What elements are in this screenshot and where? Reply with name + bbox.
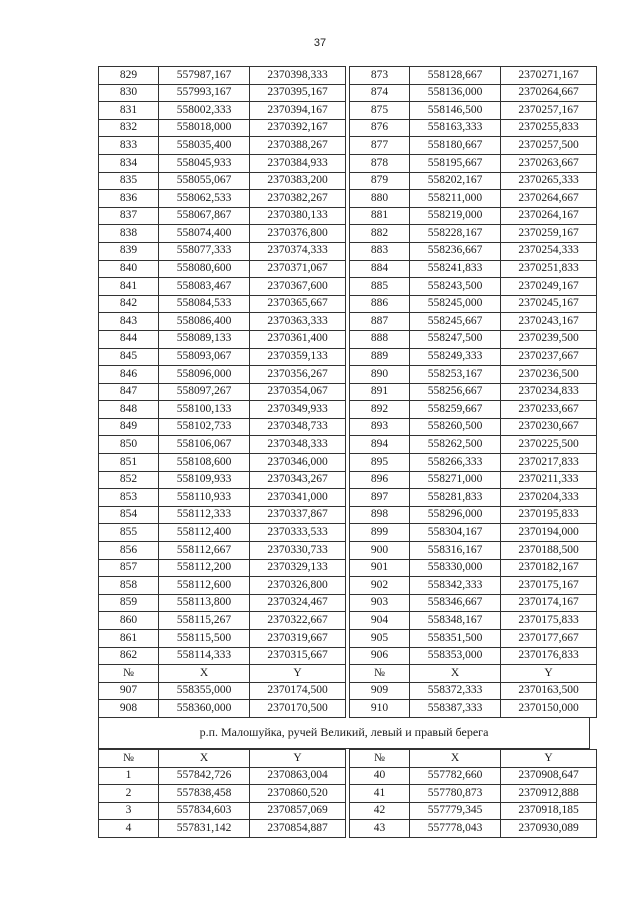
y-coordinate-cell: 2370341,000 [250,489,346,507]
x-coordinate-cell: 558228,167 [410,225,501,243]
point-number-cell: 877 [350,137,410,155]
y-coordinate-cell: 2370374,333 [250,242,346,260]
coordinates-tables [98,66,590,838]
y-coordinate-cell: 2370257,500 [501,137,597,155]
x-coordinate-cell: 558062,533 [159,190,250,208]
point-number-cell: 907 [99,682,159,700]
x-coordinate-cell: 558163,333 [410,119,501,137]
header-x: X [159,665,250,683]
y-coordinate-cell: 2370322,667 [250,612,346,630]
y-coordinate-cell: 2370860,520 [250,785,346,803]
y-coordinate-cell: 2370918,185 [501,802,597,820]
point-number-cell: 841 [99,278,159,296]
point-number-cell: 830 [99,84,159,102]
lower-coordinates-table [98,749,597,838]
point-number-cell: 881 [350,207,410,225]
x-coordinate-cell: 558351,500 [410,630,501,648]
table-row [99,67,597,85]
point-number-cell: 861 [99,630,159,648]
y-coordinate-cell: 2370264,667 [501,84,597,102]
y-coordinate-cell: 2370392,167 [250,119,346,137]
point-number-cell: 879 [350,172,410,190]
x-coordinate-cell: 558245,667 [410,313,501,331]
x-coordinate-cell: 558102,733 [159,418,250,436]
x-coordinate-cell: 558115,500 [159,630,250,648]
y-coordinate-cell: 2370908,647 [501,767,597,785]
upper-coordinates-table [98,66,597,718]
y-coordinate-cell: 2370367,600 [250,278,346,296]
x-coordinate-cell: 558342,333 [410,577,501,595]
x-coordinate-cell: 557842,726 [159,767,250,785]
x-coordinate-cell: 558097,267 [159,383,250,401]
table-row [99,489,597,507]
section-caption: р.п. Малошуйка, ручей Великий, левый и правый берега [98,718,590,749]
point-number-cell: 40 [350,767,410,785]
x-coordinate-cell: 558045,933 [159,154,250,172]
y-coordinate-cell: 2370329,133 [250,559,346,577]
header-y: Y [501,749,597,767]
y-coordinate-cell: 2370359,133 [250,348,346,366]
header-number: № [350,749,410,767]
point-number-cell: 855 [99,524,159,542]
header-number: № [99,665,159,683]
y-coordinate-cell: 2370854,887 [250,820,346,838]
x-coordinate-cell: 558330,000 [410,559,501,577]
table-row [99,260,597,278]
point-number-cell: 836 [99,190,159,208]
y-coordinate-cell: 2370195,833 [501,506,597,524]
y-coordinate-cell: 2370175,167 [501,577,597,595]
point-number-cell: 842 [99,295,159,313]
y-coordinate-cell: 2370326,800 [250,577,346,595]
y-coordinate-cell: 2370863,004 [250,767,346,785]
x-coordinate-cell: 558106,067 [159,436,250,454]
y-coordinate-cell: 2370204,333 [501,489,597,507]
point-number-cell: 42 [350,802,410,820]
y-coordinate-cell: 2370254,333 [501,242,597,260]
x-coordinate-cell: 558136,000 [410,84,501,102]
y-coordinate-cell: 2370245,167 [501,295,597,313]
x-coordinate-cell: 558089,133 [159,330,250,348]
point-number-cell: 874 [350,84,410,102]
x-coordinate-cell: 558100,133 [159,401,250,419]
y-coordinate-cell: 2370356,267 [250,366,346,384]
point-number-cell: 900 [350,542,410,560]
table-row [99,330,597,348]
x-coordinate-cell: 558253,167 [410,366,501,384]
x-coordinate-cell: 558112,667 [159,542,250,560]
point-number-cell: 862 [99,647,159,665]
table-row [99,506,597,524]
point-number-cell: 832 [99,119,159,137]
y-coordinate-cell: 2370237,667 [501,348,597,366]
x-coordinate-cell: 558018,000 [159,119,250,137]
y-coordinate-cell: 2370380,133 [250,207,346,225]
table-row [99,767,597,785]
point-number-cell: 859 [99,594,159,612]
point-number-cell: 891 [350,383,410,401]
page-number: 37 [313,37,327,49]
point-number-cell: 831 [99,102,159,120]
x-coordinate-cell: 558316,167 [410,542,501,560]
table-row [99,559,597,577]
x-coordinate-cell: 558002,333 [159,102,250,120]
y-coordinate-cell: 2370257,167 [501,102,597,120]
y-coordinate-cell: 2370319,667 [250,630,346,648]
y-coordinate-cell: 2370346,000 [250,454,346,472]
table-row [99,242,597,260]
point-number-cell: 851 [99,454,159,472]
x-coordinate-cell: 558243,500 [410,278,501,296]
point-number-cell: 886 [350,295,410,313]
y-coordinate-cell: 2370930,089 [501,820,597,838]
table-row [99,207,597,225]
y-coordinate-cell: 2370174,167 [501,594,597,612]
x-coordinate-cell: 558080,600 [159,260,250,278]
y-coordinate-cell: 2370376,800 [250,225,346,243]
x-coordinate-cell: 558113,800 [159,594,250,612]
x-coordinate-cell: 557993,167 [159,84,250,102]
x-coordinate-cell: 558077,333 [159,242,250,260]
table-row [99,436,597,454]
y-coordinate-cell: 2370174,500 [250,682,346,700]
y-coordinate-cell: 2370265,333 [501,172,597,190]
x-coordinate-cell: 557778,043 [410,820,501,838]
point-number-cell: 897 [350,489,410,507]
point-number-cell: 875 [350,102,410,120]
point-number-cell: 880 [350,190,410,208]
header-x: X [410,665,501,683]
point-number-cell: 878 [350,154,410,172]
point-number-cell: 884 [350,260,410,278]
x-coordinate-cell: 558355,000 [159,682,250,700]
point-number-cell: 910 [350,700,410,718]
x-coordinate-cell: 558262,500 [410,436,501,454]
table-row [99,647,597,665]
y-coordinate-cell: 2370236,500 [501,366,597,384]
point-number-cell: 854 [99,506,159,524]
y-coordinate-cell: 2370211,333 [501,471,597,489]
y-coordinate-cell: 2370264,167 [501,207,597,225]
point-number-cell: 1 [99,767,159,785]
x-coordinate-cell: 558115,267 [159,612,250,630]
x-coordinate-cell: 558112,333 [159,506,250,524]
y-coordinate-cell: 2370365,667 [250,295,346,313]
y-coordinate-cell: 2370251,833 [501,260,597,278]
point-number-cell: 901 [350,559,410,577]
y-coordinate-cell: 2370239,500 [501,330,597,348]
x-coordinate-cell: 558266,333 [410,454,501,472]
table-row [99,278,597,296]
table-row [99,102,597,120]
table-row [99,594,597,612]
point-number-cell: 839 [99,242,159,260]
y-coordinate-cell: 2370233,667 [501,401,597,419]
header-number: № [350,665,410,683]
x-coordinate-cell: 558219,000 [410,207,501,225]
table-row [99,820,597,838]
y-coordinate-cell: 2370217,833 [501,454,597,472]
point-number-cell: 908 [99,700,159,718]
y-coordinate-cell: 2370194,000 [501,524,597,542]
point-number-cell: 844 [99,330,159,348]
table-row [99,700,597,718]
table-row [99,119,597,137]
point-number-cell: 902 [350,577,410,595]
header-y: Y [250,749,346,767]
point-number-cell: 850 [99,436,159,454]
table-row [99,84,597,102]
x-coordinate-cell: 558146,500 [410,102,501,120]
header-y: Y [501,665,597,683]
point-number-cell: 2 [99,785,159,803]
point-number-cell: 873 [350,67,410,85]
x-coordinate-cell: 557831,142 [159,820,250,838]
x-coordinate-cell: 558074,400 [159,225,250,243]
point-number-cell: 833 [99,137,159,155]
point-number-cell: 843 [99,313,159,331]
x-coordinate-cell: 558348,167 [410,612,501,630]
y-coordinate-cell: 2370371,067 [250,260,346,278]
table-row [99,630,597,648]
point-number-cell: 892 [350,401,410,419]
table-row [99,383,597,401]
y-coordinate-cell: 2370176,833 [501,647,597,665]
table-header-row [99,749,597,767]
x-coordinate-cell: 557780,873 [410,785,501,803]
table-row [99,172,597,190]
y-coordinate-cell: 2370395,167 [250,84,346,102]
x-coordinate-cell: 558112,200 [159,559,250,577]
point-number-cell: 834 [99,154,159,172]
point-number-cell: 858 [99,577,159,595]
x-coordinate-cell: 557779,345 [410,802,501,820]
x-coordinate-cell: 558067,867 [159,207,250,225]
point-number-cell: 852 [99,471,159,489]
table-row [99,313,597,331]
point-number-cell: 848 [99,401,159,419]
x-coordinate-cell: 558304,167 [410,524,501,542]
header-y: Y [250,665,346,683]
x-coordinate-cell: 558281,833 [410,489,501,507]
y-coordinate-cell: 2370398,333 [250,67,346,85]
y-coordinate-cell: 2370363,333 [250,313,346,331]
x-coordinate-cell: 558346,667 [410,594,501,612]
header-x: X [159,749,250,767]
y-coordinate-cell: 2370249,167 [501,278,597,296]
x-coordinate-cell: 558086,400 [159,313,250,331]
x-coordinate-cell: 557782,660 [410,767,501,785]
x-coordinate-cell: 558093,067 [159,348,250,366]
x-coordinate-cell: 558353,000 [410,647,501,665]
point-number-cell: 883 [350,242,410,260]
x-coordinate-cell: 557834,603 [159,802,250,820]
point-number-cell: 893 [350,418,410,436]
y-coordinate-cell: 2370170,500 [250,700,346,718]
point-number-cell: 4 [99,820,159,838]
x-coordinate-cell: 558112,400 [159,524,250,542]
x-coordinate-cell: 558372,333 [410,682,501,700]
x-coordinate-cell: 558259,667 [410,401,501,419]
point-number-cell: 889 [350,348,410,366]
x-coordinate-cell: 558202,167 [410,172,501,190]
point-number-cell: 838 [99,225,159,243]
x-coordinate-cell: 558247,500 [410,330,501,348]
table-row [99,137,597,155]
y-coordinate-cell: 2370182,167 [501,559,597,577]
point-number-cell: 887 [350,313,410,331]
table-row [99,295,597,313]
x-coordinate-cell: 558360,000 [159,700,250,718]
x-coordinate-cell: 558271,000 [410,471,501,489]
table-row [99,418,597,436]
point-number-cell: 888 [350,330,410,348]
x-coordinate-cell: 558084,533 [159,295,250,313]
point-number-cell: 860 [99,612,159,630]
x-coordinate-cell: 558296,000 [410,506,501,524]
y-coordinate-cell: 2370271,167 [501,67,597,85]
y-coordinate-cell: 2370175,833 [501,612,597,630]
y-coordinate-cell: 2370348,333 [250,436,346,454]
table-row [99,154,597,172]
y-coordinate-cell: 2370330,733 [250,542,346,560]
y-coordinate-cell: 2370255,833 [501,119,597,137]
x-coordinate-cell: 558128,667 [410,67,501,85]
y-coordinate-cell: 2370382,267 [250,190,346,208]
x-coordinate-cell: 558035,400 [159,137,250,155]
point-number-cell: 890 [350,366,410,384]
header-x: X [410,749,501,767]
table-row [99,612,597,630]
x-coordinate-cell: 558211,000 [410,190,501,208]
y-coordinate-cell: 2370324,467 [250,594,346,612]
y-coordinate-cell: 2370188,500 [501,542,597,560]
y-coordinate-cell: 2370177,667 [501,630,597,648]
point-number-cell: 853 [99,489,159,507]
point-number-cell: 885 [350,278,410,296]
y-coordinate-cell: 2370337,867 [250,506,346,524]
point-number-cell: 849 [99,418,159,436]
y-coordinate-cell: 2370150,000 [501,700,597,718]
y-coordinate-cell: 2370383,200 [250,172,346,190]
point-number-cell: 882 [350,225,410,243]
x-coordinate-cell: 558249,333 [410,348,501,366]
y-coordinate-cell: 2370394,167 [250,102,346,120]
point-number-cell: 3 [99,802,159,820]
point-number-cell: 856 [99,542,159,560]
y-coordinate-cell: 2370163,500 [501,682,597,700]
x-coordinate-cell: 558387,333 [410,700,501,718]
table-header-row [99,665,597,683]
x-coordinate-cell: 558195,667 [410,154,501,172]
y-coordinate-cell: 2370348,733 [250,418,346,436]
y-coordinate-cell: 2370263,667 [501,154,597,172]
y-coordinate-cell: 2370225,500 [501,436,597,454]
point-number-cell: 847 [99,383,159,401]
y-coordinate-cell: 2370388,267 [250,137,346,155]
y-coordinate-cell: 2370912,888 [501,785,597,803]
x-coordinate-cell: 558114,333 [159,647,250,665]
y-coordinate-cell: 2370333,533 [250,524,346,542]
table-row [99,471,597,489]
point-number-cell: 896 [350,471,410,489]
table-row [99,802,597,820]
x-coordinate-cell: 558241,833 [410,260,501,278]
point-number-cell: 43 [350,820,410,838]
table-row [99,785,597,803]
point-number-cell: 835 [99,172,159,190]
x-coordinate-cell: 558108,600 [159,454,250,472]
point-number-cell: 903 [350,594,410,612]
x-coordinate-cell: 558236,667 [410,242,501,260]
table-row [99,366,597,384]
point-number-cell: 829 [99,67,159,85]
x-coordinate-cell: 558109,933 [159,471,250,489]
point-number-cell: 876 [350,119,410,137]
x-coordinate-cell: 557987,167 [159,67,250,85]
point-number-cell: 909 [350,682,410,700]
x-coordinate-cell: 558083,467 [159,278,250,296]
x-coordinate-cell: 558245,000 [410,295,501,313]
y-coordinate-cell: 2370243,167 [501,313,597,331]
header-number: № [99,749,159,767]
point-number-cell: 837 [99,207,159,225]
point-number-cell: 898 [350,506,410,524]
x-coordinate-cell: 558256,667 [410,383,501,401]
y-coordinate-cell: 2370234,833 [501,383,597,401]
y-coordinate-cell: 2370384,933 [250,154,346,172]
point-number-cell: 904 [350,612,410,630]
point-number-cell: 845 [99,348,159,366]
table-row [99,682,597,700]
point-number-cell: 857 [99,559,159,577]
y-coordinate-cell: 2370343,267 [250,471,346,489]
x-coordinate-cell: 558110,933 [159,489,250,507]
table-row [99,577,597,595]
x-coordinate-cell: 558180,667 [410,137,501,155]
point-number-cell: 899 [350,524,410,542]
x-coordinate-cell: 558260,500 [410,418,501,436]
y-coordinate-cell: 2370259,167 [501,225,597,243]
point-number-cell: 895 [350,454,410,472]
y-coordinate-cell: 2370349,933 [250,401,346,419]
y-coordinate-cell: 2370857,069 [250,802,346,820]
point-number-cell: 894 [350,436,410,454]
point-number-cell: 906 [350,647,410,665]
point-number-cell: 41 [350,785,410,803]
point-number-cell: 905 [350,630,410,648]
y-coordinate-cell: 2370315,667 [250,647,346,665]
table-row [99,225,597,243]
point-number-cell: 840 [99,260,159,278]
x-coordinate-cell: 558112,600 [159,577,250,595]
table-row [99,454,597,472]
table-row [99,190,597,208]
table-row [99,401,597,419]
x-coordinate-cell: 558096,000 [159,366,250,384]
table-row [99,524,597,542]
table-row [99,542,597,560]
y-coordinate-cell: 2370361,400 [250,330,346,348]
y-coordinate-cell: 2370354,067 [250,383,346,401]
x-coordinate-cell: 557838,458 [159,785,250,803]
point-number-cell: 846 [99,366,159,384]
table-row [99,348,597,366]
y-coordinate-cell: 2370264,667 [501,190,597,208]
x-coordinate-cell: 558055,067 [159,172,250,190]
y-coordinate-cell: 2370230,667 [501,418,597,436]
